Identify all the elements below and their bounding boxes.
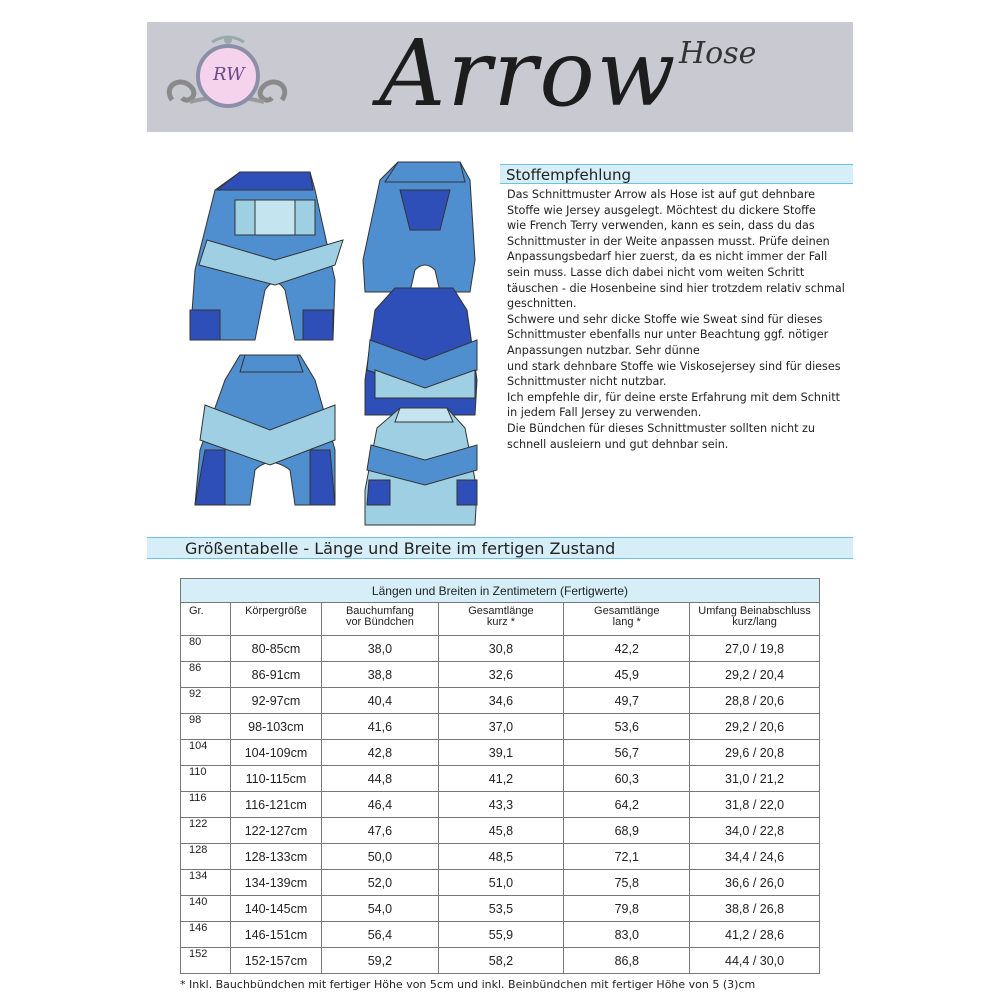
table-cell: 39,1 — [438, 740, 564, 766]
table-cell: 45,8 — [438, 818, 564, 844]
table-cell: 43,3 — [438, 792, 564, 818]
size-cell: 80 — [181, 636, 231, 662]
desc-line: Schwere und sehr dicke Stoffe wie Sweat sind für dieses — [507, 312, 823, 326]
size-cell: 110 — [181, 766, 231, 792]
table-cell: 110-115cm — [230, 766, 321, 792]
table-row — [181, 844, 820, 870]
table-cell: 72,1 — [564, 844, 690, 870]
table-row — [181, 948, 820, 974]
table-cell: 34,0 / 22,8 — [690, 818, 820, 844]
size-cell: 104 — [181, 740, 231, 766]
page-title: Arrow — [379, 20, 678, 127]
pants-front-view-1 — [190, 172, 343, 340]
table-cell: 41,6 — [322, 714, 438, 740]
trousers-illustration — [185, 160, 485, 540]
desc-line: und stark dehnbare Stoffe wie Viskosejersey sind für dieses — [507, 359, 841, 373]
table-cell: 75,8 — [564, 870, 690, 896]
size-cell: 92 — [181, 688, 231, 714]
table-cell: 36,6 / 26,0 — [690, 870, 820, 896]
size-cell: 146 — [181, 922, 231, 948]
table-cell: 42,2 — [564, 636, 690, 662]
table-cell: 54,0 — [322, 896, 438, 922]
table-cell: 29,6 / 20,8 — [690, 740, 820, 766]
size-cell: 128 — [181, 844, 231, 870]
size-cell: 152 — [181, 948, 231, 974]
size-table-header-row — [181, 603, 820, 636]
desc-line: täuschen - die Hosenbeine sind hier trotzdem relativ schmal — [507, 281, 845, 295]
table-cell: 41,2 / 28,6 — [690, 922, 820, 948]
table-cell: 37,0 — [438, 714, 564, 740]
desc-line: Die Bündchen für dieses Schnittmuster sollten nicht zu — [507, 421, 815, 435]
table-row — [181, 740, 820, 766]
table-cell: 56,4 — [322, 922, 438, 948]
table-cell: 122-127cm — [230, 818, 321, 844]
table-cell: 34,6 — [438, 688, 564, 714]
table-cell: 104-109cm — [230, 740, 321, 766]
desc-line: sein muss. Lasse dich dabei nicht vom weiten Schritt — [507, 265, 805, 279]
table-cell: 29,2 / 20,4 — [690, 662, 820, 688]
table-cell: 86-91cm — [230, 662, 321, 688]
table-row — [181, 688, 820, 714]
table-cell: 42,8 — [322, 740, 438, 766]
size-table-body — [181, 636, 820, 974]
desc-line: geschnitten. — [507, 297, 577, 311]
table-cell: 146-151cm — [230, 922, 321, 948]
table-cell: 55,9 — [438, 922, 564, 948]
table-cell: 48,5 — [438, 844, 564, 870]
table-cell: 140-145cm — [230, 896, 321, 922]
table-cell: 50,0 — [322, 844, 438, 870]
size-cell: 86 — [181, 662, 231, 688]
table-cell: 44,4 / 30,0 — [690, 948, 820, 974]
table-cell: 64,2 — [564, 792, 690, 818]
pants-front-view-3 — [365, 408, 477, 525]
table-cell: 128-133cm — [230, 844, 321, 870]
table-cell: 38,8 — [322, 662, 438, 688]
table-cell: 31,8 / 22,0 — [690, 792, 820, 818]
size-cell: 98 — [181, 714, 231, 740]
size-cell: 116 — [181, 792, 231, 818]
desc-line: Anpassungen nutzbar. Sehr dünne — [507, 343, 700, 357]
table-cell: 51,0 — [438, 870, 564, 896]
table-cell: 80-85cm — [230, 636, 321, 662]
pants-back-view-2 — [195, 355, 335, 505]
table-row — [181, 636, 820, 662]
table-cell: 47,6 — [322, 818, 438, 844]
desc-line: Ich empfehle dir, für deine erste Erfahrung mit dem Schnitt — [507, 390, 840, 404]
table-row — [181, 766, 820, 792]
table-cell: 98-103cm — [230, 714, 321, 740]
table-cell: 27,0 / 19,8 — [690, 636, 820, 662]
desc-line: Anpassungsbedarf hier zuerst, da es nicht immer der Fall — [507, 250, 828, 264]
size-table-caption: Längen und Breiten in Zentimetern (Fertigwerte) — [181, 579, 820, 603]
table-cell: 29,2 / 20,6 — [690, 714, 820, 740]
column-header: Umfang Beinabschluss kurz/lang — [690, 603, 820, 636]
table-row — [181, 818, 820, 844]
desc-line: Das Schnittmuster Arrow als Hose ist auf gut dehnbare — [507, 188, 816, 201]
logo-text: RW — [213, 64, 245, 85]
logo — [162, 30, 292, 124]
table-row — [181, 662, 820, 688]
desc-line: in jedem Fall Jersey zu verwenden. — [507, 406, 702, 420]
column-header: Körpergröße — [230, 603, 321, 636]
column-header: Gr. — [181, 603, 231, 636]
table-cell: 38,0 — [322, 636, 438, 662]
column-header: Bauchumfang vor Bündchen — [322, 603, 438, 636]
size-table — [180, 578, 820, 974]
table-row — [181, 922, 820, 948]
table-cell: 45,9 — [564, 662, 690, 688]
table-cell: 83,0 — [564, 922, 690, 948]
desc-line: Schnittmuster nicht nutzbar. — [507, 375, 667, 389]
table-row — [181, 792, 820, 818]
table-cell: 59,2 — [322, 948, 438, 974]
table-cell: 49,7 — [564, 688, 690, 714]
table-cell: 53,6 — [564, 714, 690, 740]
table-row — [181, 896, 820, 922]
table-cell: 68,9 — [564, 818, 690, 844]
table-cell: 86,8 — [564, 948, 690, 974]
table-cell: 60,3 — [564, 766, 690, 792]
table-cell: 52,0 — [322, 870, 438, 896]
desc-line: wie French Terry verwenden, kann es sein, dass du das — [507, 219, 815, 233]
table-cell: 28,8 / 20,6 — [690, 688, 820, 714]
size-cell: 122 — [181, 818, 231, 844]
table-cell: 53,5 — [438, 896, 564, 922]
table-cell: 92-97cm — [230, 688, 321, 714]
table-cell: 152-157cm — [230, 948, 321, 974]
table-row — [181, 714, 820, 740]
table-row — [181, 870, 820, 896]
table-cell: 30,8 — [438, 636, 564, 662]
table-cell: 32,6 — [438, 662, 564, 688]
table-cell: 41,2 — [438, 766, 564, 792]
fabric-recommendation-text — [507, 187, 852, 452]
table-cell: 134-139cm — [230, 870, 321, 896]
table-cell: 31,0 / 21,2 — [690, 766, 820, 792]
table-cell: 34,4 / 24,6 — [690, 844, 820, 870]
desc-line: Stoffe wie Jersey ausgelegt. Möchtest du dickere Stoffe — [507, 203, 816, 217]
desc-line: schnell ausleiern und gut dehnbar sein. — [507, 437, 729, 451]
page-subtitle: Hose — [679, 36, 757, 71]
column-header: Gesamtlänge lang * — [564, 603, 690, 636]
section-heading-size-table: Größentabelle - Länge und Breite im fertigen Zustand — [147, 537, 853, 559]
table-cell: 56,7 — [564, 740, 690, 766]
pants-back-view-1 — [363, 162, 475, 292]
table-cell: 40,4 — [322, 688, 438, 714]
table-cell: 44,8 — [322, 766, 438, 792]
size-cell: 140 — [181, 896, 231, 922]
size-cell: 134 — [181, 870, 231, 896]
column-header: Gesamtlänge kurz * — [438, 603, 564, 636]
table-cell: 46,4 — [322, 792, 438, 818]
desc-line: Schnittmuster in der Weite anpassen musst. Prüfe deinen — [507, 234, 830, 248]
header-banner — [147, 22, 853, 132]
pants-front-view-2 — [365, 288, 477, 415]
table-cell: 116-121cm — [230, 792, 321, 818]
table-cell: 38,8 / 26,8 — [690, 896, 820, 922]
section-heading-fabric: Stoffempfehlung — [500, 164, 853, 184]
table-cell: 58,2 — [438, 948, 564, 974]
footnote: * Inkl. Bauchbündchen mit fertiger Höhe von 5cm und inkl. Beinbündchen mit fertiger Höhe von 5 (3)cm — [180, 978, 756, 991]
desc-line: Schnittmuster ebenfalls nur unter Beachtung ggf. nötiger — [507, 328, 829, 342]
table-cell: 79,8 — [564, 896, 690, 922]
